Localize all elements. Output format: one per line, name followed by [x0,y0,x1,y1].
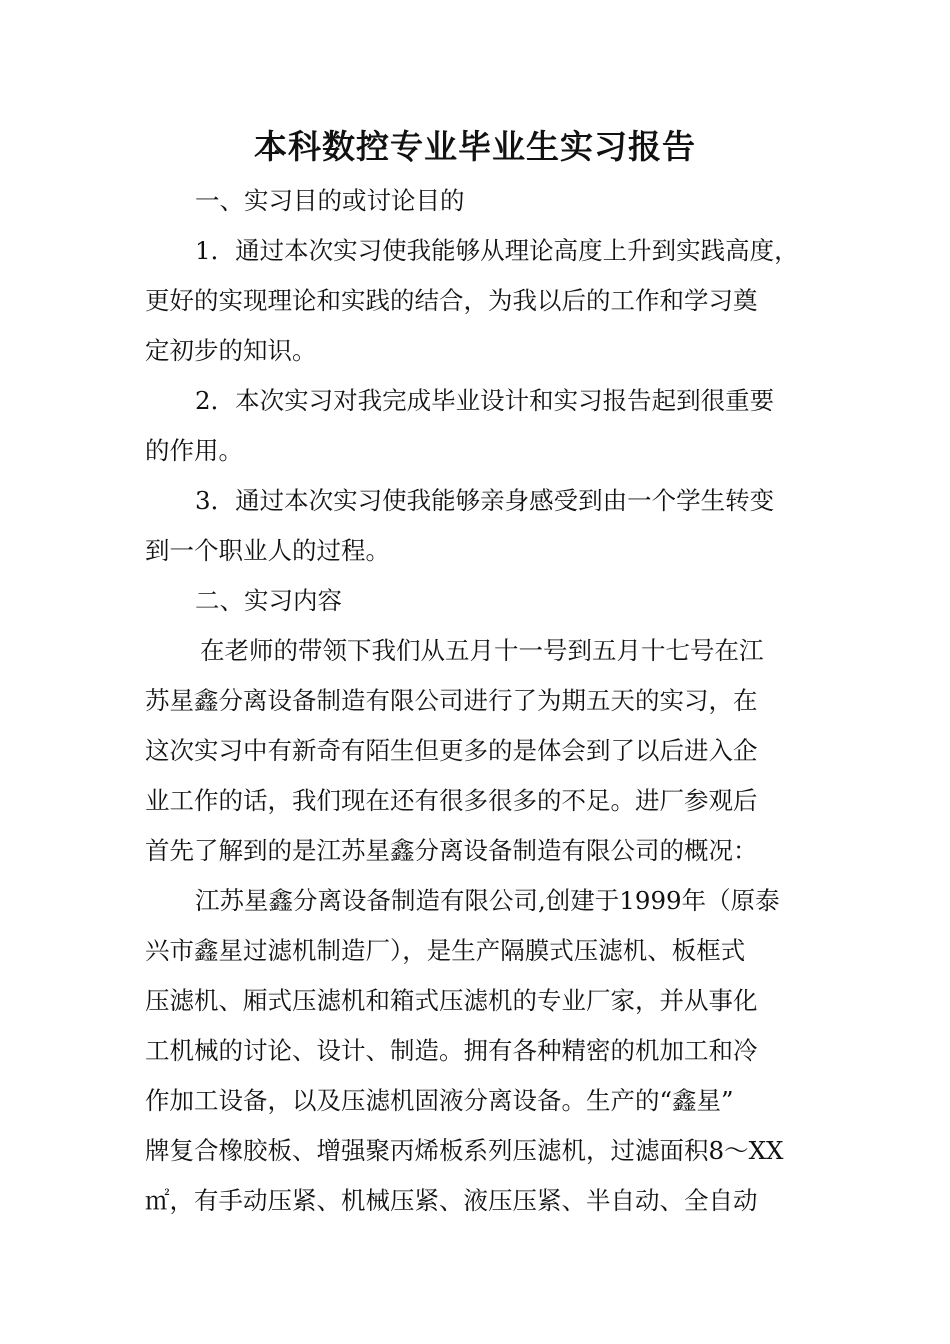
paragraph-line: 到一个职业人的过程。 [145,536,390,565]
paragraph-line: 更好的实现理论和实践的结合，为我以后的工作和学习奠 [145,286,758,315]
paragraph-line: 的作用。 [145,436,243,465]
paragraph-line: ㎡，有手动压紧、机械压紧、液压压紧、半自动、全自动 [145,1186,758,1215]
paragraph-line: 这次实习中有新奇有陌生但更多的是体会到了以后进入企 [145,736,758,765]
document-title: 本科数控专业毕业生实习报告 [254,127,696,166]
paragraph-line: 苏星鑫分离设备制造有限公司进行了为期五天的实习，在 [145,686,758,715]
paragraph-line: 兴市鑫星过滤机制造厂），是生产隔膜式压滤机、板框式 [145,936,746,965]
paragraph-line: 牌复合橡胶板、增强聚丙烯板系列压滤机，过滤面积8～XX [145,1136,784,1165]
document-body [145,176,810,1226]
paragraph-line: 江苏星鑫分离设备制造有限公司,创建于1999年（原泰 [195,886,780,915]
section-heading: 一、实习目的或讨论目的 [195,186,465,215]
paragraph-line: 工机械的讨论、设计、制造。拥有各种精密的机加工和冷 [145,1036,758,1065]
paragraph-line: 1．通过本次实习使我能够从理论高度上升到实践高度， [195,236,799,265]
paragraph-line: 2．本次实习对我完成毕业设计和实习报告起到很重要 [195,386,775,415]
paragraph-line: 定初步的知识。 [145,336,317,365]
paragraph-line: 作加工设备，以及压滤机固液分离设备。生产的“鑫星” [145,1086,734,1115]
paragraph-line: 压滤机、厢式压滤机和箱式压滤机的专业厂家，并从事化 [145,986,758,1015]
paragraph-line: 3．通过本次实习使我能够亲身感受到由一个学生转变 [195,486,775,515]
paragraph-line: 首先了解到的是江苏星鑫分离设备制造有限公司的概况： [145,836,758,865]
paragraph-line: 业工作的话，我们现在还有很多很多的不足。进厂参观后 [145,786,758,815]
paragraph-line: 在老师的带领下我们从五月十一号到五月十七号在江 [200,636,764,665]
section-heading: 二、实习内容 [195,586,342,615]
